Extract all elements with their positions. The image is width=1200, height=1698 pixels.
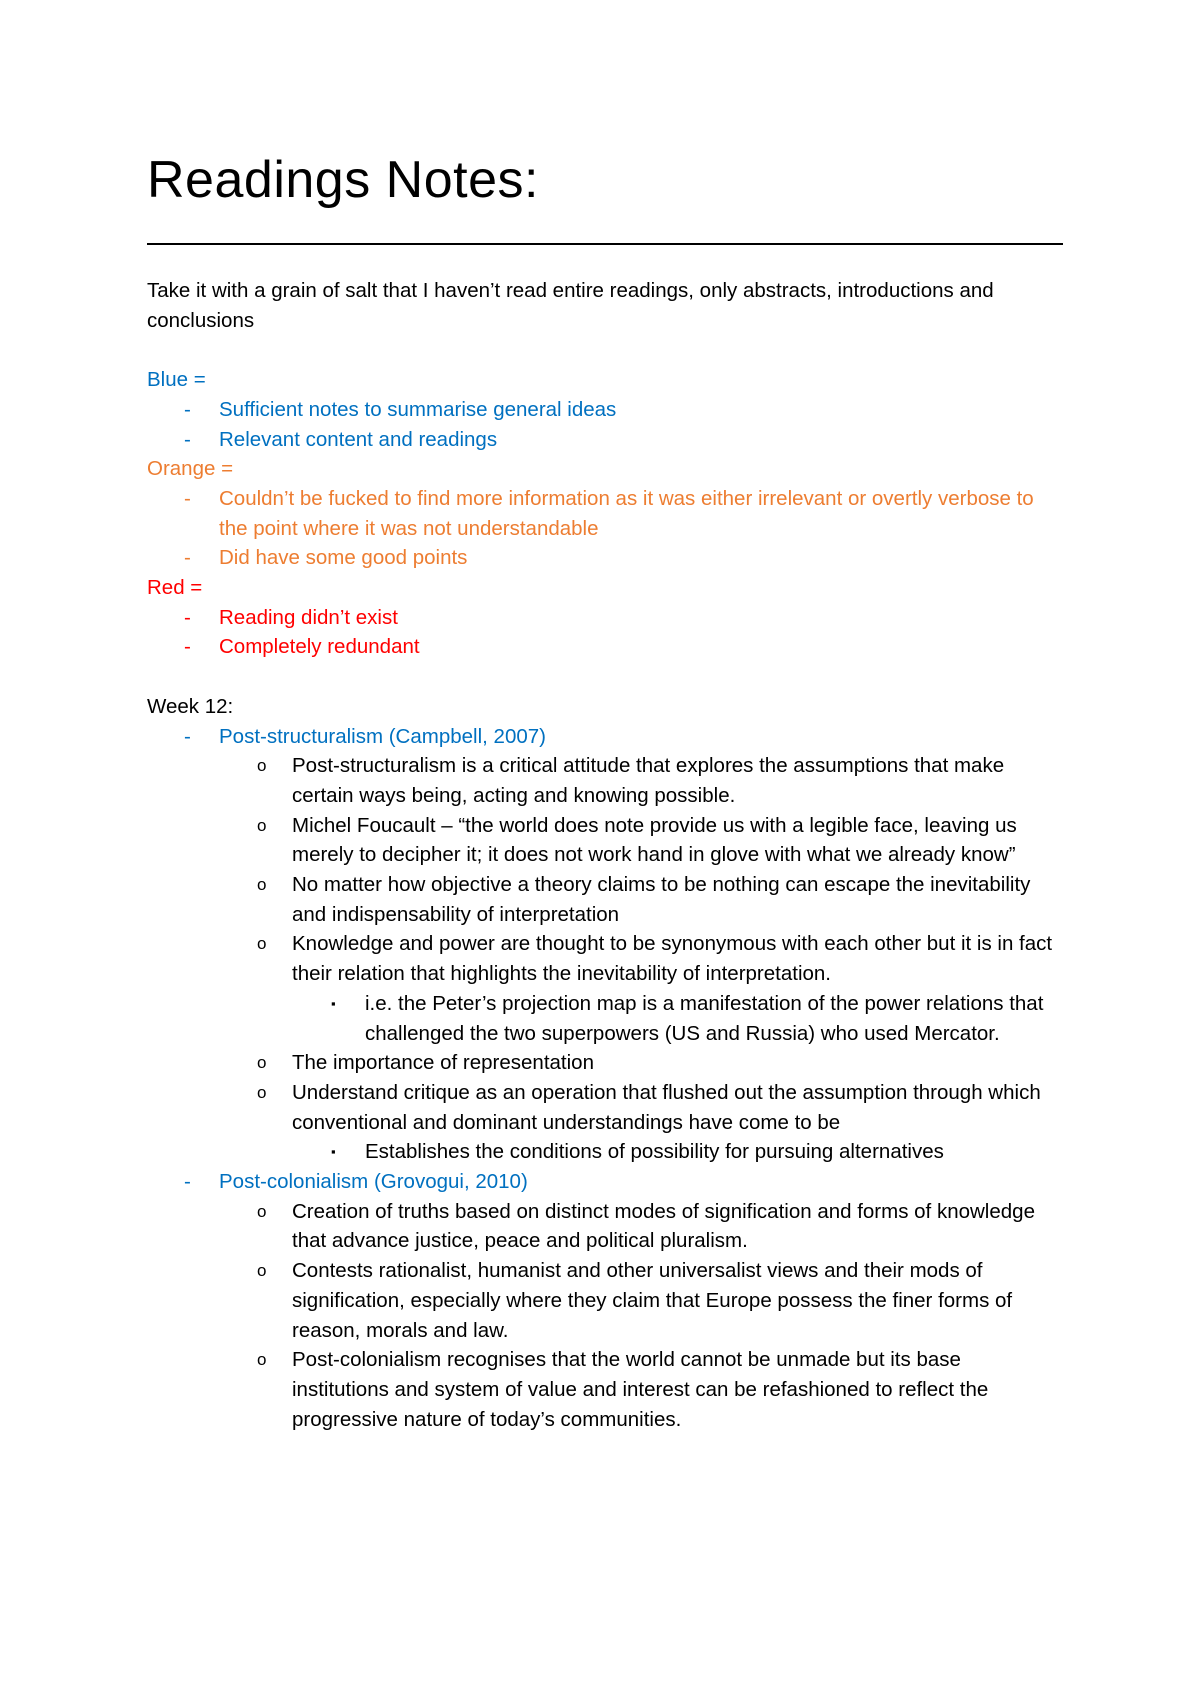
legend-orange-list (147, 484, 1063, 573)
legend-red-list (147, 603, 1063, 662)
dash-bullet: - (184, 1170, 191, 1194)
circle-bullet: o (257, 1350, 267, 1370)
point-text: The importance of representation (292, 1051, 594, 1075)
list-item-text: Sufficient notes to summarise general ideas (219, 397, 617, 421)
legend-blue-label: Blue = (147, 368, 206, 392)
sub-point-item (147, 989, 1063, 1048)
list-item-text: Relevant content and readings (219, 427, 498, 451)
point-item (147, 870, 1063, 929)
point-item (147, 1256, 1063, 1345)
document-body (147, 276, 1063, 1434)
dash-bullet: - (184, 605, 191, 629)
point-text: Understand critique as an operation that flushed out the assumption through which conventional and dominant understandings have come to be (292, 1080, 1041, 1134)
list-item (147, 425, 1063, 455)
reading-title: Post-colonialism (Grovogui, 2010) (219, 1170, 528, 1194)
intro-paragraph: Take it with a grain of salt that I haven’t read entire readings, only abstracts, introductions and conclusions (147, 279, 994, 332)
point-item (147, 1078, 1063, 1137)
week-heading: Week 12: (147, 694, 234, 718)
spacer (147, 335, 1063, 365)
circle-bullet: o (257, 815, 267, 835)
list-item-text: Couldn’t be fucked to find more information as it was either irrelevant or overtly verbose to the point where it was not understandable (219, 486, 1034, 540)
list-item-text: Reading didn’t exist (219, 605, 398, 629)
point-item (147, 811, 1063, 870)
reading-item (147, 722, 1063, 752)
list-item (147, 603, 1063, 633)
circle-bullet: o (257, 1261, 267, 1281)
circle-bullet: o (257, 934, 267, 954)
circle-bullet: o (257, 1053, 267, 1073)
list-item (147, 484, 1063, 543)
dash-bullet: - (184, 486, 191, 510)
page-title: Readings Notes: (147, 151, 539, 209)
legend-blue-list (147, 395, 1063, 454)
readings-list (147, 722, 1063, 752)
legend-red-label: Red = (147, 576, 203, 600)
sub-points-list (147, 989, 1063, 1048)
circle-bullet: o (257, 756, 267, 776)
reading-item (147, 1167, 1063, 1197)
sub-points-list (147, 1137, 1063, 1167)
title-underline (147, 243, 1063, 245)
list-item (147, 632, 1063, 662)
dash-bullet: - (184, 546, 191, 570)
sub-point-item (147, 1137, 1063, 1167)
reading-points-list (147, 751, 1063, 989)
spacer (147, 662, 1063, 692)
point-item (147, 1048, 1063, 1078)
point-text: Michel Foucault – “the world does note provide us with a legible face, leaving us merely to decipher it; it does not work hand in glove with what we already know” (292, 813, 1017, 867)
circle-bullet: o (257, 1201, 267, 1221)
list-item-text: Completely redundant (219, 635, 420, 659)
dash-bullet: - (184, 724, 191, 748)
dash-bullet: - (184, 427, 191, 451)
list-item (147, 395, 1063, 425)
point-text: Post-structuralism is a critical attitude that explores the assumptions that make certain ways being, acting and knowing possible. (292, 754, 1005, 807)
point-item (147, 751, 1063, 810)
point-text: Contests rationalist, humanist and other universalist views and their mods of signification, especially where they claim that Europe possess the finer forms of reason, morals and law. (292, 1259, 1013, 1342)
readings-list (147, 1167, 1063, 1197)
list-item (147, 543, 1063, 573)
point-item (147, 1197, 1063, 1256)
circle-bullet: o (257, 875, 267, 895)
point-text: Knowledge and power are thought to be synonymous with each other but it is in fact their relation that highlights the inevitability of interpretation. (292, 932, 1053, 986)
point-item (147, 1345, 1063, 1434)
reading-title: Post-structuralism (Campbell, 2007) (219, 724, 546, 748)
square-bullet: ▪ (331, 995, 336, 1011)
sub-point-text: Establishes the conditions of possibility for pursuing alternatives (365, 1140, 944, 1164)
point-text: Creation of truths based on distinct modes of signification and forms of knowledge that advance justice, peace and political pluralism. (292, 1199, 1035, 1253)
list-item-text: Did have some good points (219, 546, 468, 570)
point-text: No matter how objective a theory claims to be nothing can escape the inevitability and indispensability of interpretation (292, 873, 1031, 926)
reading-points-list (147, 1048, 1063, 1137)
circle-bullet: o (257, 1082, 267, 1102)
dash-bullet: - (184, 397, 191, 421)
reading-points-list (147, 1197, 1063, 1435)
square-bullet: ▪ (331, 1144, 336, 1160)
point-text: Post-colonialism recognises that the world cannot be unmade but its base institutions and system of value and interest can be refashioned to reflect the progressive nature of today’s communities. (292, 1348, 989, 1431)
point-item (147, 929, 1063, 988)
dash-bullet: - (184, 635, 191, 659)
legend-orange-label: Orange = (147, 457, 234, 481)
sub-point-text: i.e. the Peter’s projection map is a manifestation of the power relations that challenged the two superpowers (US and Russia) who used Mercator. (365, 991, 1044, 1045)
